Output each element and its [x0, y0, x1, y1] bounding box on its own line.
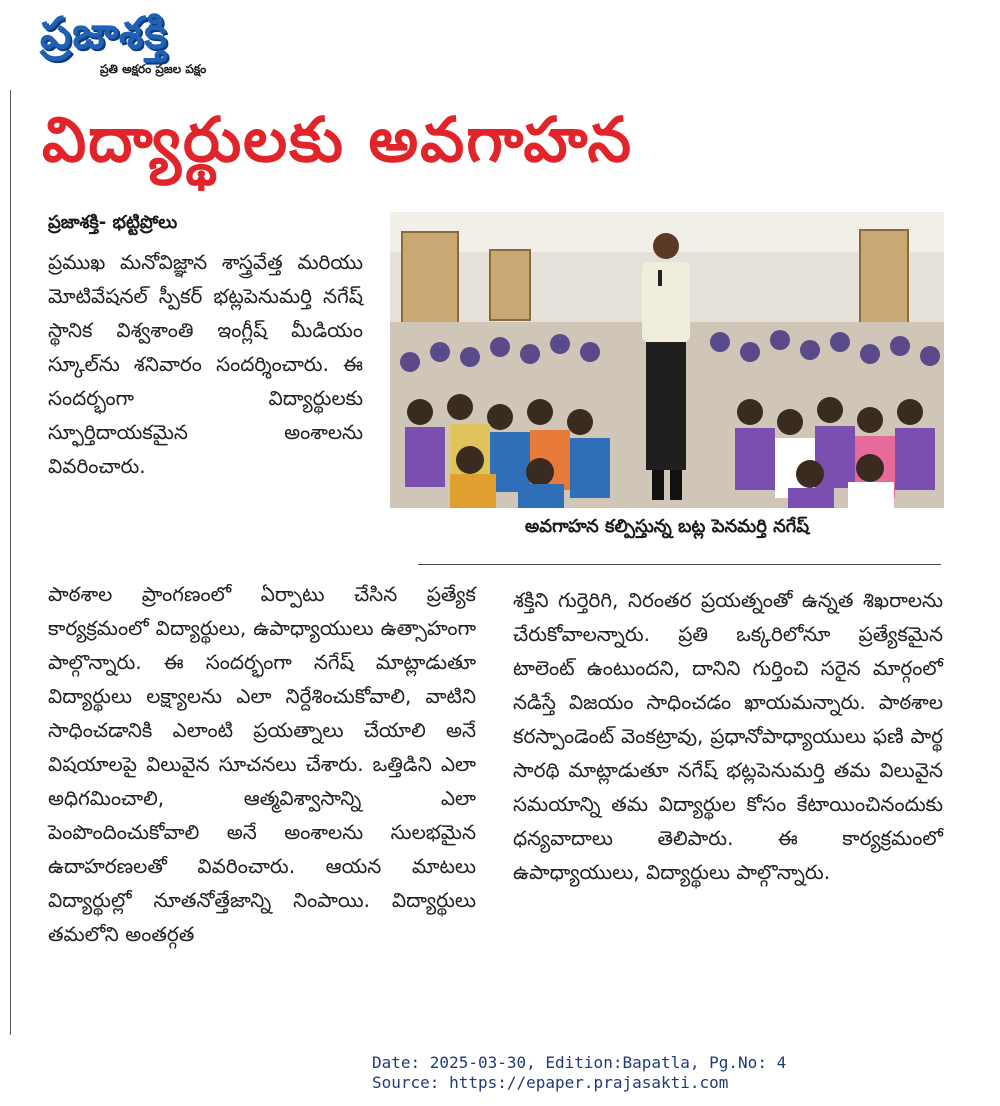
article-column-right — [513, 583, 943, 889]
paragraph-intro: ప్రముఖ మనోవిజ్ఞాన శాస్త్రవేత్త మరియు మోటివేషనల్ స్పీకర్ భట్లపెనుమర్తి నగేష్ స్థానిక విశ్వశాంతి ఇంగ్లీష్ మీడియం స్కూల్‌ను శనివారం సందర్శించారు. ఈ సందర్భంగా విద్యార్థులకు స్ఫూర్తిదాయకమైన అంశాలను వివరించారు. — [48, 250, 363, 478]
paragraph-body: పాఠశాల ప్రాంగణంలో ఏర్పాటు చేసిన ప్రత్యేక కార్యక్రమంలో విద్యార్థులు, ఉపాధ్యాయులు ఉత్సాహంగా పాల్గొన్నారు. ఈ సందర్భంగా నగేష్ మాట్లాడుతూ విద్యార్థులు లక్ష్యాలను ఎలా నిర్దేశించుకోవాలి, వాటిని సాధించడానికి ఎలాంటి ప్రయత్నాలు చేయాలి అనే విషయాలపై విలువైన సూచనలు చేశారు. ఒత్తిడిని ఎలా అధిగమించాలి, ఆత్మవిశ్వాసాన్ని ఎలా పెంపొందించుకోవాలి అనే అంశాలను సులభమైన ఉదాహరణలతో వివరించారు. ఆయన మాటలు విద్యార్థుల్లో నూతనోత్తేజాన్ని నింపాయి. విద్యార్థులు తమలోని అంతర్గత — [48, 582, 476, 946]
footer-source-url: Source: https://epaper.prajasakti.com — [372, 1073, 729, 1092]
source-footer — [372, 1053, 786, 1093]
masthead-logo — [40, 6, 280, 80]
article-photo — [390, 212, 944, 508]
article-column-left-bottom — [48, 577, 476, 951]
paragraph-continued: శక్తిని గుర్తెరిగి, నిరంతర ప్రయత్నంతో ఉన్నత శిఖరాలను చేరుకోవాలన్నారు. ప్రతి ఒక్కరిలోనూ ప్రత్యేకమైన టాలెంట్ ఉంటుందని, దానిని గుర్తించి సరైన మార్గంలో నడిస్తే విజయం సాధించడం ఖాయమన్నారు. పాఠశాల కరస్పాండెంట్ వెంకట్రావు, ప్రధానోపాధ్యాయులు ఫణి పార్థ సారథి మాట్లాడుతూ నగేష్ భట్లపెనుమర్తి తమ విలువైన సమయాన్ని తమ విద్యార్థుల కోసం కేటాయించినందుకు ధన్యవాదాలు తెలిపారు. ఈ కార్యక్రమంలో ఉపాధ్యాయులు, విద్యార్థులు పాల్గొన్నారు. — [513, 588, 943, 884]
caption-underline — [418, 564, 941, 565]
column-divider-line — [10, 90, 11, 1035]
article-column-left-top — [48, 245, 363, 483]
footer-date-edition: Date: 2025-03-30, Edition:Bapatla, Pg.No: 4 — [372, 1053, 787, 1072]
logo-text: ప్రజాశక్తి — [40, 8, 169, 59]
article-headline: విద్యార్థులకు అవగాహన — [42, 103, 634, 176]
classroom-photo-illustration — [390, 212, 944, 508]
article-dateline: ప్రజాశక్తి- భట్టిప్రోలు — [48, 212, 178, 233]
photo-caption: అవగాహన కల్పిస్తున్న బట్ల పెనమర్తి నగేష్ — [524, 516, 810, 537]
logo-tagline: ప్రతి అక్షరం ప్రజల పక్షం — [100, 62, 207, 76]
